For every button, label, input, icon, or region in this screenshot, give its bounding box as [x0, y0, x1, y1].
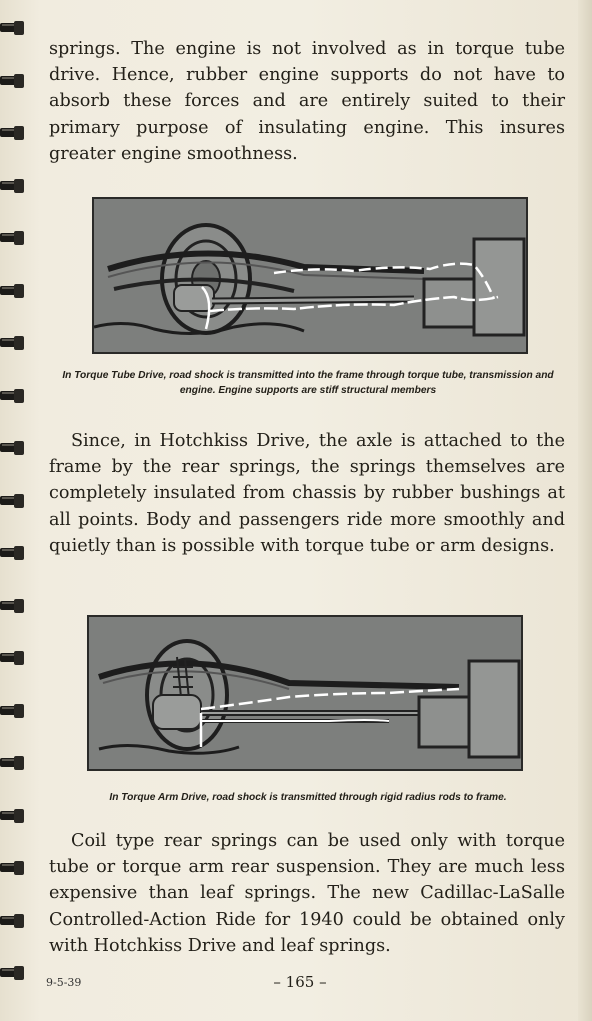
binding-ring	[0, 755, 26, 771]
binding-ring	[0, 703, 26, 719]
spiral-binding	[0, 0, 30, 1021]
binding-ring	[0, 440, 26, 456]
binding-ring	[0, 125, 26, 141]
binding-ring	[0, 808, 26, 824]
binding-ring	[0, 178, 26, 194]
binding-ring	[0, 335, 26, 351]
binding-ring	[0, 913, 26, 929]
page-edge	[578, 0, 592, 1021]
paragraph-hotchkiss-drive: Since, in Hotchkiss Drive, the axle is attached to the frame by the rear springs, the springs themselves are completely insulated from chassis by rubber bushings at all points. Body and passengers ride more smoothly and quietly than is possible with torque tube or arm designs.	[49, 431, 565, 556]
binding-ring	[0, 230, 26, 246]
torque-tube-illustration	[94, 199, 526, 352]
date-code: 9-5-39	[46, 976, 82, 989]
binding-ring	[0, 283, 26, 299]
paragraph-coil-springs: Coil type rear springs can be used only with torque tube or torque arm rear suspension. They are much less expensive than leaf springs. The new Cadillac-LaSalle Controlled-Action Ride for 1940 could be obtained only with Hotchkiss Drive and leaf springs.	[49, 831, 565, 956]
paragraph-engine-supports: springs. The engine is not involved as in torque tube drive. Hence, rubber engine supports do not have to absorb these forces and are entirely suited to their primary purpose of insulating engine. This insures greater engine smoothness.	[49, 39, 565, 164]
binding-ring	[0, 493, 26, 509]
binding-ring	[0, 20, 26, 36]
binding-ring	[0, 598, 26, 614]
figure-torque-tube-drive	[92, 197, 528, 354]
caption-torque-arm: In Torque Arm Drive, road shock is transmitted through rigid radius rods to frame.	[109, 792, 507, 803]
torque-arm-illustration	[89, 617, 521, 769]
binding-ring	[0, 545, 26, 561]
figure-torque-arm-drive	[87, 615, 523, 771]
binding-ring	[0, 650, 26, 666]
binding-ring	[0, 965, 26, 981]
binding-ring	[0, 860, 26, 876]
binding-ring	[0, 73, 26, 89]
binding-ring	[0, 388, 26, 404]
page-number: – 165 –	[273, 973, 327, 991]
caption-torque-tube: In Torque Tube Drive, road shock is transmitted into the frame through torque tube, transmission and engine. Engine supports are stiff structural members	[62, 370, 554, 396]
